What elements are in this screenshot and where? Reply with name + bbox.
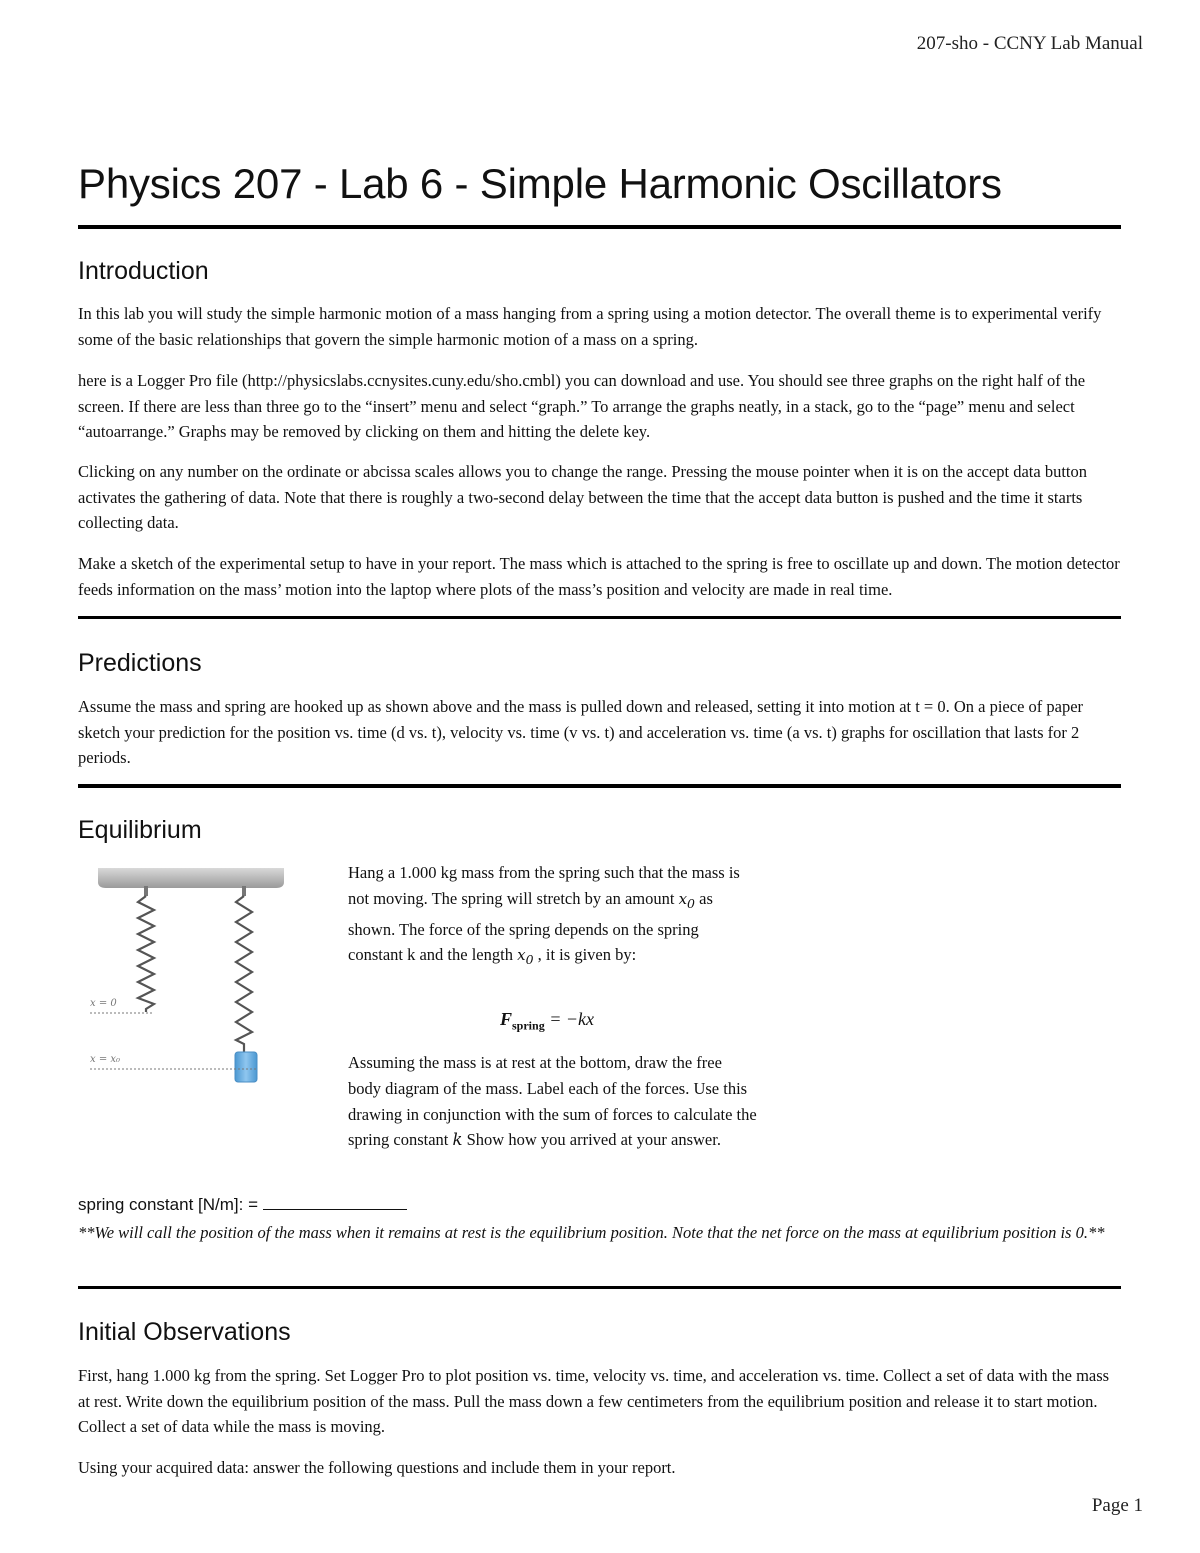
formula-subscript: spring xyxy=(512,1018,545,1033)
hook-left xyxy=(144,886,148,896)
title-rule xyxy=(78,225,1121,229)
formula-rhs: = −kx xyxy=(544,1009,594,1029)
hook-right xyxy=(242,886,246,896)
equilibrium-rule xyxy=(78,1286,1121,1289)
equilibrium-text-b xyxy=(348,1050,758,1153)
x0-symbol: $x_0$ xyxy=(678,889,695,911)
spring-constant-label: spring constant [N/m]: = xyxy=(78,1195,263,1214)
equilibrium-heading: Equilibrium xyxy=(78,816,202,844)
running-header: 207-sho - CCNY Lab Manual xyxy=(916,33,1143,54)
initial-observations-heading: Initial Observations xyxy=(78,1318,291,1346)
hanging-mass xyxy=(235,1052,257,1082)
formula-F: F xyxy=(500,1009,513,1029)
initial-observations-paragraph-2: Using your acquired data: answer the following questions and include them in your report. xyxy=(78,1458,676,1477)
intro-paragraph-2: here is a Logger Pro file (http://physicslabs.ccnysites.cuny.edu/sho.cmbl) you can download and use. You should see three graphs on the right half of the screen. If there are less than three go to the “insert” menu and select “graph.” To arrange the graphs neatly, in a stack, go to the “page” menu and select “autoarrange.” Graphs may be removed by clicking on them and hitting the delete key. xyxy=(78,371,1086,441)
eq-text-a2: as shown. The force of the spring depends on the spring constant k and the length xyxy=(348,888,713,965)
introduction-heading: Introduction xyxy=(78,257,209,285)
label-x-equals-0: x = 0 xyxy=(90,998,117,1009)
equilibrium-text-a xyxy=(348,860,748,973)
eq-text-a3: , it is given by: xyxy=(533,945,637,965)
k-symbol: k xyxy=(452,1130,463,1150)
intro-paragraph-4: Make a sketch of the experimental setup to have in your report. The mass which is attached to the spring is free to oscillate up and down. The motion detector feeds information on the mass’ motion into the laptop where plots of the mass’s position and velocity are made in real time. xyxy=(78,554,1120,599)
page-number: Page 1 xyxy=(1091,1495,1143,1516)
equilibrium-note: **We will call the position of the mass when it remains at rest is the equilibrium position. Note that the net force on the mass at equilibrium position is 0.** xyxy=(78,1223,1105,1242)
intro-paragraph-3: Clicking on any number on the ordinate or abcissa scales allows you to change the range. Pressing the mouse pointer when it is on the accept data button activates the gathering of data. Note that there is roughly a two-second delay between the time that the accept data button is pushed and the time it starts collecting data. xyxy=(78,462,1087,532)
spring-right xyxy=(236,896,252,1052)
x0-symbol-2: $x_0$ xyxy=(517,946,534,968)
eq-text-b2: Show how you arrived at your answer. xyxy=(462,1130,721,1150)
label-x-equals-x0: x = x₀ xyxy=(90,1054,121,1065)
ceiling-bar xyxy=(98,868,284,888)
initial-observations-paragraph-1: First, hang 1.000 kg from the spring. Set Logger Pro to plot position vs. time, velocity vs. time, and acceleration vs. time. Collect a set of data with the mass at rest. Write down the equilibrium position of the mass. Pull the mass down a few centimeters from the equilibrium position and release it to start motion. Collect a set of data while the mass is moving. xyxy=(78,1366,1110,1436)
spring-left xyxy=(138,896,154,1012)
page-title: Physics 207 - Lab 6 - Simple Harmonic Oscillators xyxy=(78,160,1002,207)
spring-constant-field[interactable] xyxy=(78,1195,407,1215)
spring-figure xyxy=(86,864,291,1094)
spring-force-formula xyxy=(500,1009,594,1034)
intro-paragraph-1: In this lab you will study the simple harmonic motion of a mass hanging from a spring using a motion detector. The overall theme is to experimental verify some of the basic relationships that govern the simple harmonic motion of a mass on a spring. xyxy=(78,304,1102,349)
predictions-paragraph: Assume the mass and spring are hooked up as shown above and the mass is pulled down and released, setting it into motion at t = 0. On a piece of paper sketch your prediction for the position vs. time (d vs. t), velocity vs. time (v vs. t) and acceleration vs. time (a vs. t) graphs for oscillation that lasts for 2 periods. xyxy=(78,697,1084,767)
intro-rule xyxy=(78,616,1121,619)
eq-text-b1: Assuming the mass is at rest at the bottom, draw the free body diagram of the mass. Label each of the forces. Use this drawing in conjunction with the sum of forces to calculate the spring constant xyxy=(348,1053,757,1150)
eq-text-a1: Hang a 1.000 kg mass from the spring such that the mass is not moving. The spring will stretch by an amount xyxy=(348,863,740,908)
predictions-heading: Predictions xyxy=(78,649,202,677)
spring-constant-blank[interactable] xyxy=(263,1195,407,1210)
predictions-rule xyxy=(78,784,1121,788)
